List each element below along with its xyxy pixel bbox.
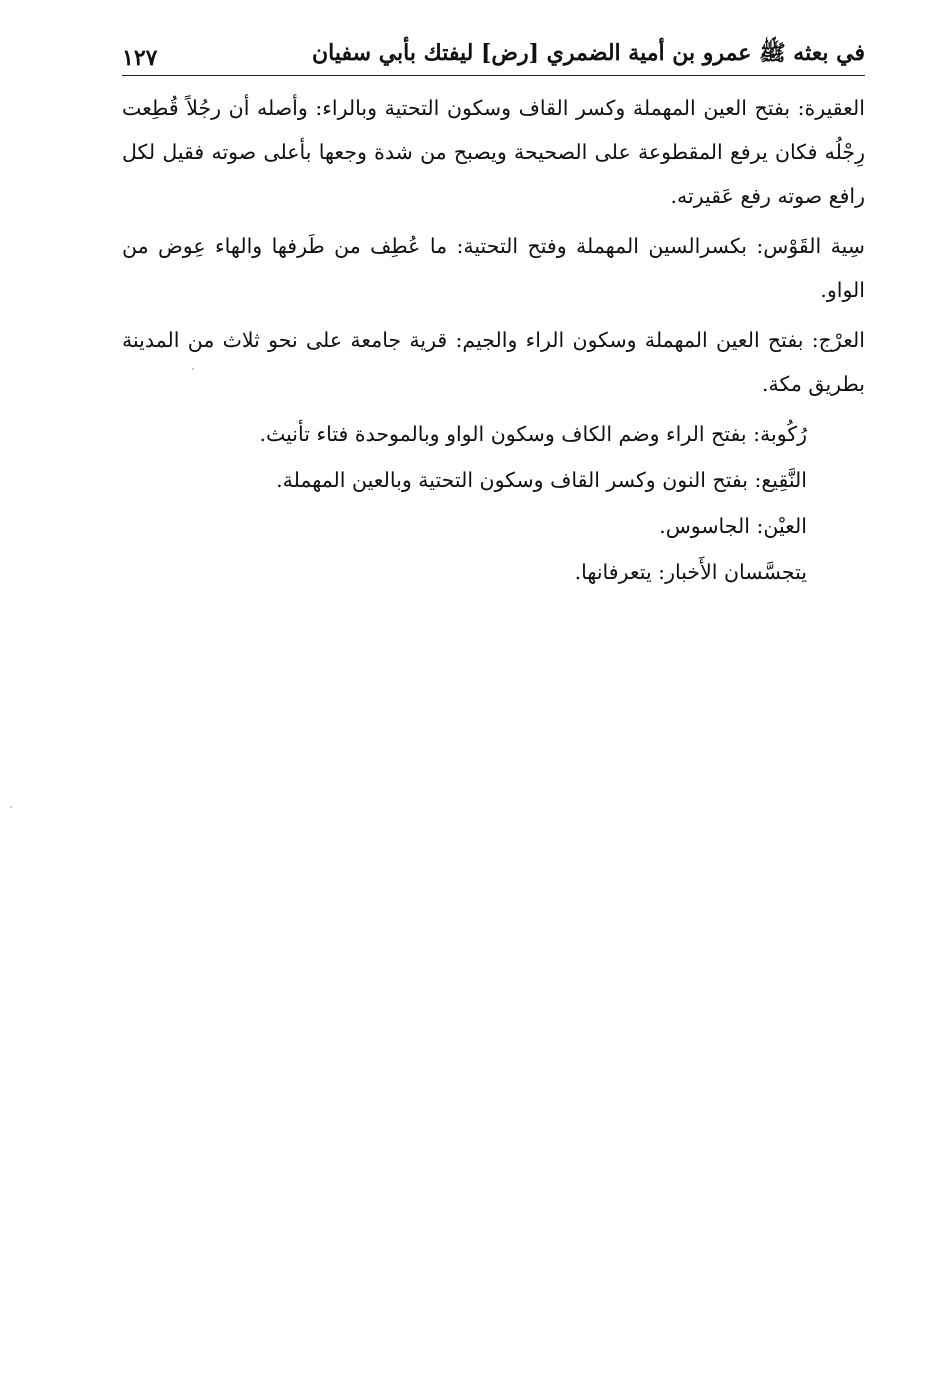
glossary-entry-rakuba: رُكُوبة: بفتح الراء وضم الكاف وسكون الواو وبالموحدة فتاء تأنيث.	[259, 422, 807, 446]
glossary-entry-siyat-al-qaws: سِية القَوْس: بكسرالسين المهملة وفتح التحتية: ما عُطِف من طَرفها والهاء عِوض من الواو.	[122, 234, 865, 302]
glossary-entry-yatajassasan: يتجسَّسان الأَخبار: يتعرفانها.	[574, 560, 807, 584]
scan-speck	[192, 368, 194, 370]
scan-speck	[10, 806, 12, 808]
glossary-text	[122, 86, 865, 596]
page-number: ١٢٧	[122, 45, 158, 71]
glossary-entry-aqira: العقيرة: بفتح العين المهملة وكسر القاف وسكون التحتية وبالراء: وأصله أن رجُلاً قُطِعت رِجْلُه فكان يرفع المقطوعة على الصحيحة ويصبح من شدة وجعها بأعلى صوته فقيل لكل رافع صوته رفع عَقيرته.	[122, 96, 865, 208]
glossary-entry-al-arj: العرْج: بفتح العين المهملة وسكون الراء والجيم: قرية جامعة على نحو ثلاث من المدينة بطريق مكة.	[122, 328, 865, 396]
running-head-title: في بعثه ﷺ عمرو بن أمية الضمري [رض] ليفتك بأبي سفيان	[311, 40, 865, 66]
running-head	[122, 30, 865, 76]
glossary-entry-al-ayn: العيْن: الجاسوس.	[659, 514, 807, 538]
glossary-entry-al-naqi: النَّقِيع: بفتح النون وكسر القاف وسكون التحتية وبالعين المهملة.	[276, 468, 807, 492]
